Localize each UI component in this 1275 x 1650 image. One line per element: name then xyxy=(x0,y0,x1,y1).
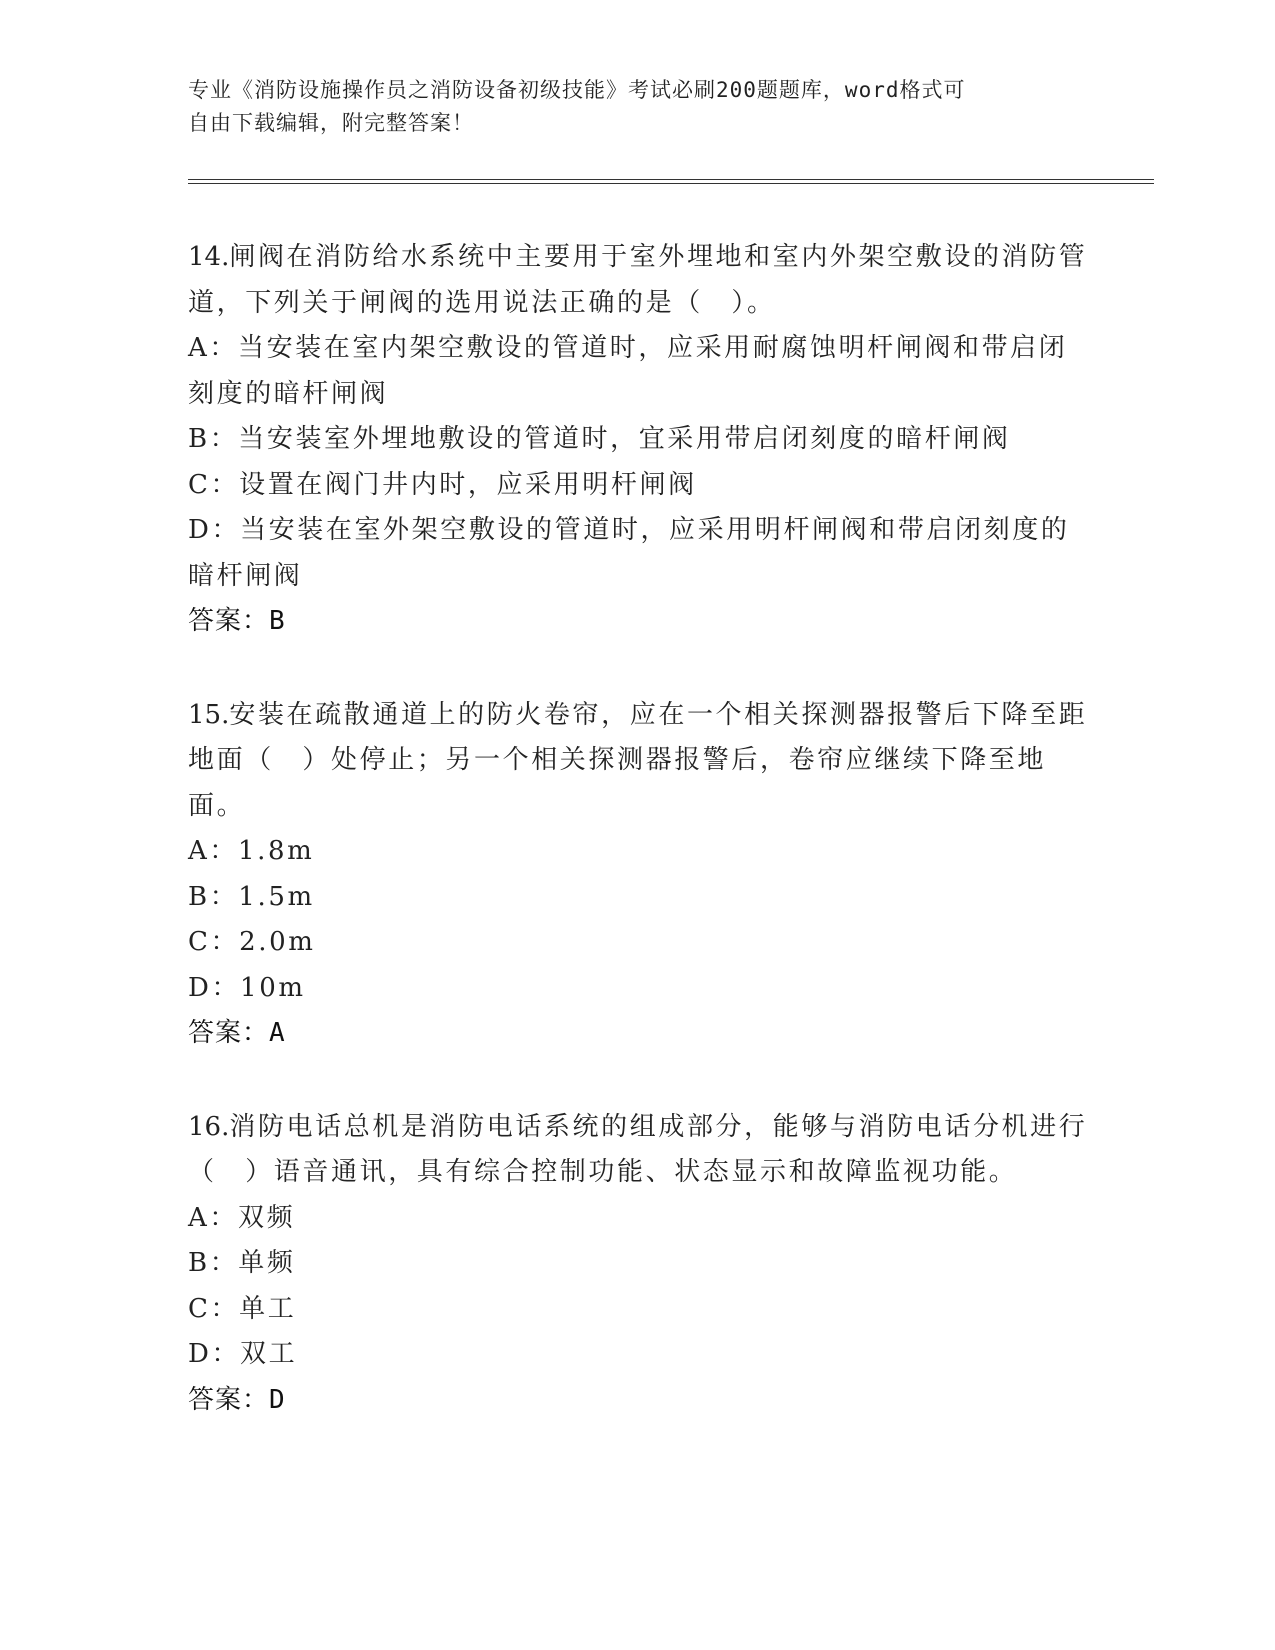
question-14 xyxy=(188,235,1088,645)
answer-line: 答案：A xyxy=(188,1018,286,1048)
question-text: 消防电话总机是消防电话系统的组成部分，能够与消防电话分机进行（ ）语音通讯，具有综合控制功能、状态显示和故障监视功能。 xyxy=(188,1111,1088,1187)
option-a: A：双频 xyxy=(188,1202,296,1233)
question-16 xyxy=(188,1105,1088,1424)
option-b: B：1.5m xyxy=(188,881,315,912)
document-header xyxy=(188,74,1068,140)
question-number: 14. xyxy=(188,242,230,272)
question-stem xyxy=(188,1105,1088,1196)
option-b: B：单频 xyxy=(188,1248,296,1278)
header-divider-bottom xyxy=(188,183,1154,184)
option-d: D：双工 xyxy=(188,1339,298,1369)
question-stem xyxy=(188,693,1088,830)
question-number: 15. xyxy=(188,699,230,730)
option-c: C：设置在阀门井内时，应采用明杆闸阀 xyxy=(188,469,697,500)
option-d: D：当安装在室外架空敷设的管道时，应采用明杆闸阀和带启闭刻度的暗杆闸阀 xyxy=(188,515,1070,591)
question-number: 16. xyxy=(188,1111,230,1142)
question-15 xyxy=(188,693,1088,1057)
header-line-1: 专业《消防设施操作员之消防设备初级技能》考试必刷200题题库，word格式可 xyxy=(188,78,966,102)
option-a: A：当安装在室内架空敷设的管道时，应采用耐腐蚀明杆闸阀和带启闭刻度的暗杆闸阀 xyxy=(188,333,1068,409)
option-d: D：10m xyxy=(188,972,306,1003)
question-list xyxy=(188,235,1088,1471)
answer-line: 答案：B xyxy=(188,606,286,636)
answer-line: 答案：D xyxy=(188,1384,286,1415)
question-stem xyxy=(188,235,1088,326)
option-c: C：2.0m xyxy=(188,927,316,957)
question-text: 安装在疏散通道上的防火卷帘，应在一个相关探测器报警后下降至距地面（ ）处停止；另一个相关探测器报警后，卷帘应继续下降至地面。 xyxy=(188,699,1088,821)
question-text: 闸阀在消防给水系统中主要用于室外埋地和室内外架空敷设的消防管道，下列关于闸阀的选用说法正确的是（ ）。 xyxy=(188,242,1088,318)
header-divider-top xyxy=(188,179,1154,180)
option-a: A：1.8m xyxy=(188,836,315,866)
header-line-2: 自由下载编辑，附完整答案！ xyxy=(188,111,474,135)
option-b: B：当安装室外埋地敷设的管道时，宜采用带启闭刻度的暗杆闸阀 xyxy=(188,424,1011,454)
option-c: C：单工 xyxy=(188,1293,297,1324)
